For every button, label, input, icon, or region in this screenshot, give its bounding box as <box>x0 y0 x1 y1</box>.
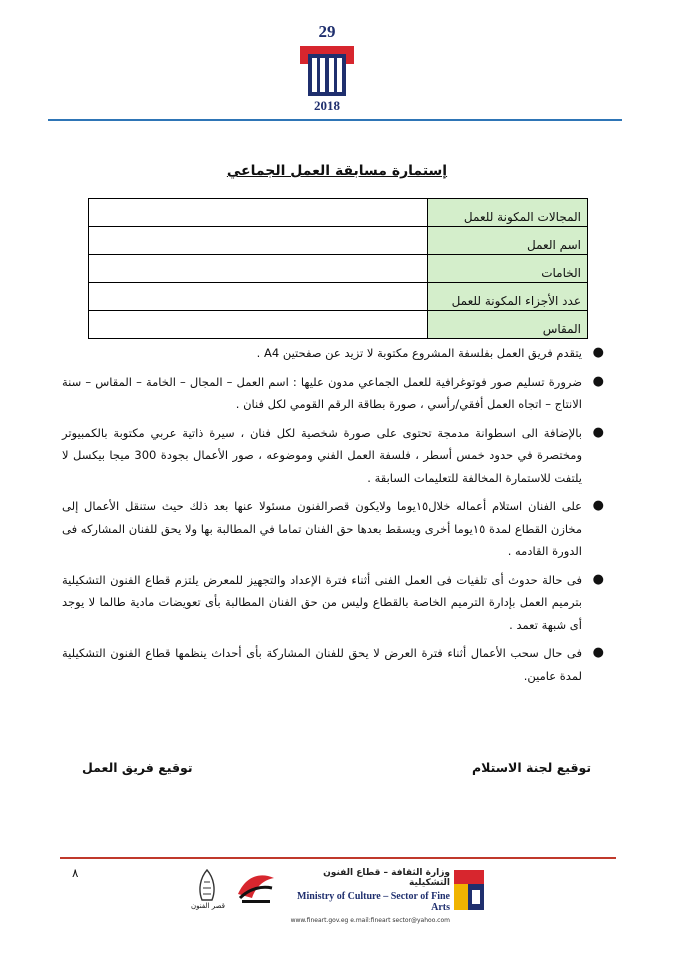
bullet-icon: ● <box>592 571 604 587</box>
rule-item: ● ضرورة تسليم صور فوتوغرافية للعمل الجماعي مدون عليها : اسم العمل – المجال – الخامة – المقاس – سنة الانتاج – اتجاه العمل أفقي/رأسي ، صورة بطاقة الرقم القومي لكل فنان . <box>62 371 582 416</box>
signature-receiving-committee: توقيع لجنة الاستلام <box>472 760 592 775</box>
page-number: ٨ <box>72 866 79 880</box>
ministry-arabic: وزارة الثقافة – قطاع الفنون التشكيلية <box>323 868 450 888</box>
bullet-icon: ● <box>592 498 604 513</box>
rule-item: ● فى حالة حدوث أى تلفيات فى العمل الفنى أثناء فترة الإعداد والتجهيز للمعرض يلتزم قطاع الفنون التشكيلية بترميم العمل بإدارة الترميم الخاصة بالقطاع وليس من حق الفنان المطالبة بأى تعويضات مادية طالما لا يوجد أى شبهة تعمد . <box>62 569 582 637</box>
bullet-icon: ● <box>592 345 604 360</box>
field-label-materials: الخامات <box>428 255 588 283</box>
ministry-emblem-icon <box>454 870 484 910</box>
field-label-work-name: اسم العمل <box>428 227 588 255</box>
ministry-english: Ministry of Culture – Sector of Fine Arts <box>297 891 450 913</box>
field-value-dimensions[interactable] <box>89 311 428 339</box>
field-value-parts-count[interactable] <box>89 283 428 311</box>
form-row <box>89 255 588 283</box>
form-row <box>89 227 588 255</box>
bullet-icon: ● <box>592 645 604 660</box>
salon-emblem-icon <box>300 44 354 96</box>
field-value-work-name[interactable] <box>89 227 428 255</box>
form-row <box>89 311 588 339</box>
form-row <box>89 199 588 227</box>
ministry-block <box>280 868 450 924</box>
edition-year: 2018 <box>314 98 340 113</box>
header-divider <box>48 119 622 121</box>
rules-list <box>62 342 604 693</box>
signature-work-team: توقيع فريق العمل <box>82 760 193 775</box>
bullet-icon: ● <box>592 424 604 440</box>
form-row <box>89 283 588 311</box>
ministry-web-email: www.fineart.gov.eg e.mail:fineart sector@yahoo.com <box>290 917 450 924</box>
footer-logos <box>191 868 482 924</box>
fine-arts-sector-logo-icon <box>236 870 276 906</box>
field-label-parts-count: عدد الأجزاء المكونة للعمل <box>428 283 588 311</box>
edition-number: 29 <box>318 22 336 41</box>
salon-logo <box>294 22 360 112</box>
qasr-label: قصر الفنون <box>191 902 225 910</box>
rule-item: ● فى حال سحب الأعمال أثناء فترة العرض لا يحق للفنان المشاركة بأى أحداث ينظمها قطاع الفنون التشكيلية لمدة عامين. <box>62 642 582 687</box>
field-value-domains[interactable] <box>89 199 428 227</box>
rule-item: ● بالإضافة الى اسطوانة مدمجة تحتوى على صورة شخصية لكل فنان ، سيرة ذاتية عربي مكتوبة بالكمبيوتر ومختصرة في حدود خمس أسطر ، فلسفة العمل الفني وموضوعه ، صور الأعمال بجودة 300 ميجا بيكسل لا يلتفت للاستمارة المخالفة للتعليمات السابقة . <box>62 422 582 490</box>
field-label-domains: المجالات المكونة للعمل <box>428 199 588 227</box>
field-label-dimensions: المقاس <box>428 311 588 339</box>
bullet-icon: ● <box>592 373 604 389</box>
entry-form-table <box>88 198 588 339</box>
rule-item: ● على الفنان استلام أعماله خلال١٥يوما ولايكون قصرالفنون مسئولا عنها بعد ذلك حيث ستنقل الأعمال إلى مخازن القطاع لمدة ١٥يوما أخرى ويسقط بعدها حق الفنان تماما في المطالبة بها ولا يحق للفنان المشاركه فى الدورة القادمه . <box>62 495 582 563</box>
field-value-materials[interactable] <box>89 255 428 283</box>
footer-divider <box>60 857 616 859</box>
form-title: إستمارة مسابقة العمل الجماعي <box>226 163 448 179</box>
rule-item: ● يتقدم فريق العمل بفلسفة المشروع مكتوبة لا تزيد عن صفحتين A4 . <box>62 342 582 365</box>
